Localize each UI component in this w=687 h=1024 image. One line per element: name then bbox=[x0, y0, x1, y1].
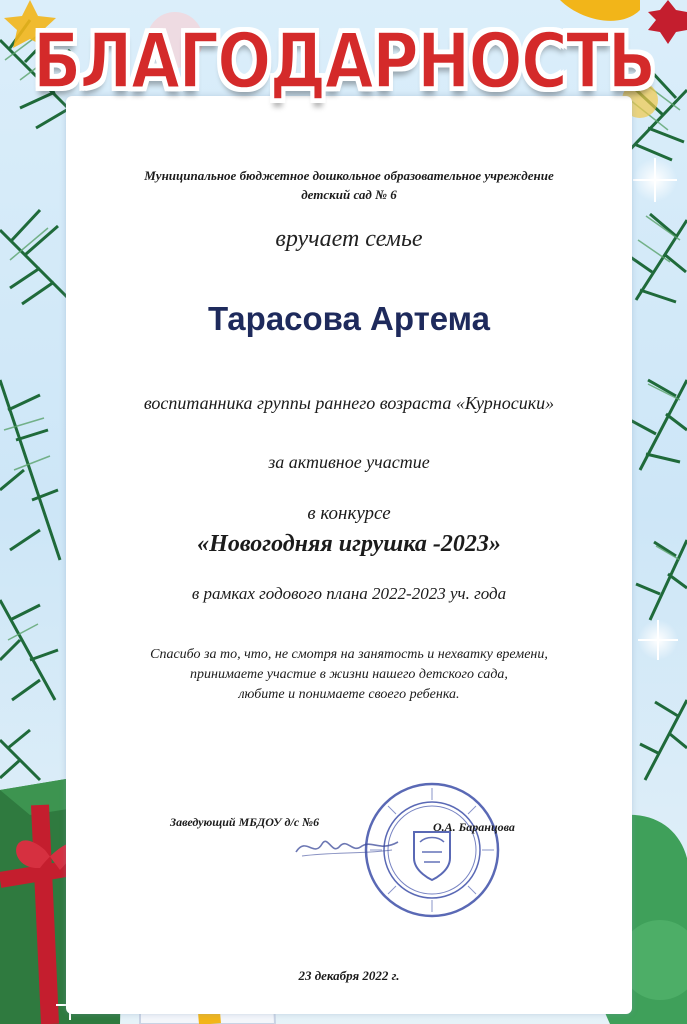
signature bbox=[292, 828, 402, 864]
certificate-title: БЛАГОДАРНОСТЬ bbox=[32, 18, 655, 107]
thanks-line-1: Спасибо за то, что, не смотря на занятость и нехватку времени, bbox=[150, 647, 548, 662]
participation-text: за активное участие bbox=[268, 452, 430, 472]
thanks-line-3: любите и понимаете своего ребенка. bbox=[238, 687, 460, 702]
organization-line-1: Муниципальное бюджетное дошкольное образовательное учреждение bbox=[144, 168, 554, 183]
contest-name: «Новогодняя игрушка -2023» bbox=[197, 531, 501, 557]
presents-text: вручает семье bbox=[275, 226, 423, 252]
organization-name bbox=[66, 166, 632, 204]
pupil-group-text: воспитанника группы раннего возраста «Курносики» bbox=[143, 393, 555, 413]
issue-date: 23 декабря 2022 г. bbox=[298, 968, 400, 983]
head-name: О.А. Баранцова bbox=[433, 820, 515, 834]
head-position-label: Заведующий МБДОУ д/с №6 bbox=[170, 815, 320, 829]
plan-text: в рамках годового плана 2022-2023 уч. года bbox=[191, 584, 507, 603]
organization-line-2: детский сад № 6 bbox=[301, 187, 397, 202]
thanks-line-2: принимаете участие в жизни нашего детского сада, bbox=[190, 667, 508, 682]
recipient-name: Тарасова Артема bbox=[207, 300, 491, 337]
contest-prefix: в конкурсе bbox=[307, 503, 391, 524]
thanks-paragraph bbox=[66, 645, 632, 705]
